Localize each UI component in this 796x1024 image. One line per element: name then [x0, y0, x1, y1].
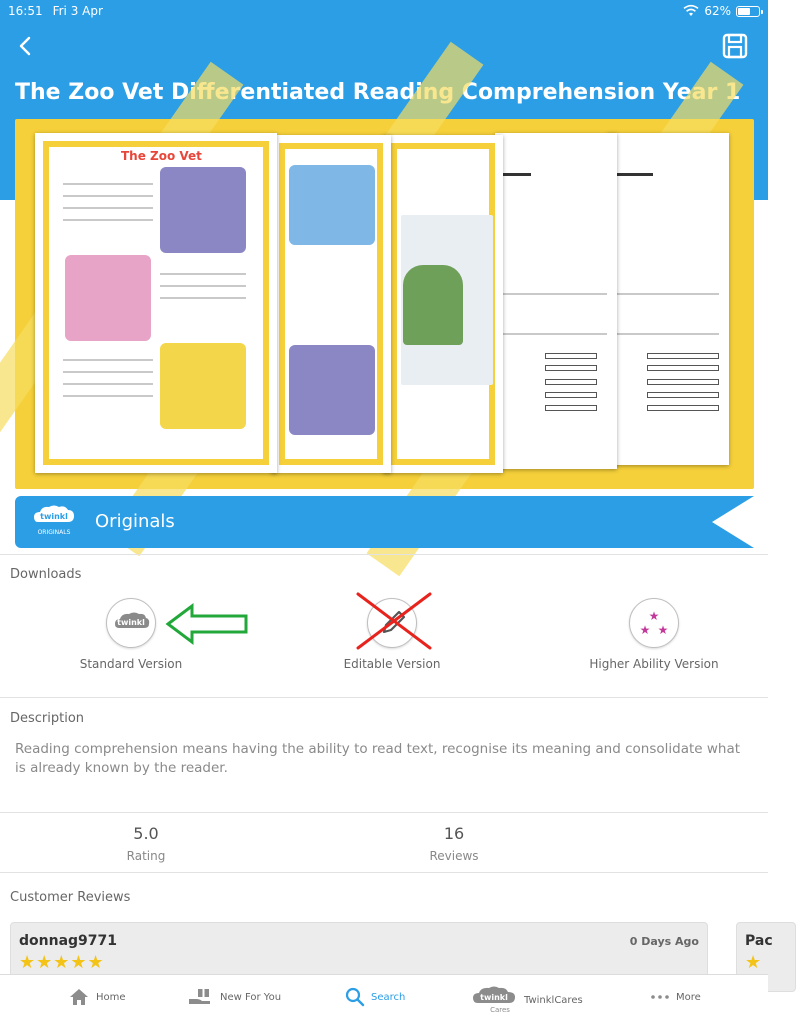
- tab-search-label: Search: [371, 991, 406, 1003]
- svg-text:★: ★: [639, 623, 651, 637]
- higher-ability-version-button[interactable]: [629, 598, 679, 648]
- twinkl-logo-text: twinkl: [117, 618, 145, 627]
- green-arrow-annotation: [166, 604, 250, 644]
- status-date: Fri 3 Apr: [52, 4, 103, 18]
- rating-value: 5.0: [133, 824, 159, 843]
- battery-icon: [736, 6, 760, 17]
- rating-label: Rating: [126, 849, 166, 863]
- tab-more[interactable]: [650, 987, 701, 1007]
- worksheet-page: [35, 133, 277, 473]
- svg-text:★: ★: [657, 623, 669, 637]
- tab-twinkl-cares[interactable]: [470, 985, 583, 1015]
- reviews-stat[interactable]: [394, 824, 514, 863]
- worksheet-title: The Zoo Vet: [121, 149, 202, 163]
- description-text: Reading comprehension means having the ability to read text, recognise its meaning and consolidate what is already known by the reader.: [15, 741, 741, 776]
- standard-version-label: Standard Version: [79, 657, 183, 671]
- tab-twinkl-cares-label: TwinklCares: [524, 994, 583, 1006]
- save-icon[interactable]: [722, 33, 748, 59]
- reviews-count: 16: [443, 824, 465, 843]
- wifi-icon: [683, 5, 699, 17]
- battery-percent: 62%: [704, 4, 731, 18]
- reviewer-name: donnag9771: [19, 933, 118, 949]
- divider: [0, 697, 768, 698]
- download-higher-ability-version[interactable]: [574, 598, 734, 671]
- tab-home-label: Home: [96, 991, 126, 1003]
- review-stars: ★: [745, 952, 763, 973]
- twinkl-originals-logo: [31, 504, 77, 540]
- back-button[interactable]: [14, 34, 38, 58]
- search-icon: [345, 987, 365, 1007]
- page-title: The Zoo Vet Differentiated Reading Comprehension Year 1: [15, 80, 741, 105]
- worksheet-page: [271, 135, 391, 473]
- resource-preview-image[interactable]: [15, 119, 754, 489]
- rating-stat: [86, 824, 206, 863]
- svg-text:★: ★: [648, 609, 660, 623]
- more-dots-icon: [650, 987, 670, 1007]
- worksheet-page: [607, 133, 729, 465]
- twinkl-logo-icon: [106, 598, 156, 648]
- status-bar: [0, 0, 768, 22]
- twinkl-originals-logo-top: twinkl: [40, 512, 68, 521]
- divider: [0, 872, 768, 873]
- tab-home[interactable]: [68, 987, 126, 1007]
- battery-fill: [738, 8, 750, 15]
- tab-bar: [0, 974, 768, 1024]
- worksheet-page: [383, 135, 503, 473]
- divider: [0, 554, 768, 555]
- tab-search[interactable]: [345, 987, 405, 1007]
- originals-label: Originals: [95, 511, 175, 532]
- home-icon: [68, 987, 90, 1007]
- status-time: 16:51: [8, 4, 43, 18]
- higher-ability-version-label: Higher Ability Version: [589, 657, 719, 671]
- review-date: 0 Days Ago: [629, 935, 699, 948]
- tab-new-for-you[interactable]: [188, 987, 281, 1007]
- tab-more-label: More: [676, 991, 701, 1003]
- twinkl-originals-logo-bottom: ORIGINALS: [37, 529, 71, 536]
- originals-banner: [15, 496, 754, 548]
- downloads-heading: Downloads: [10, 567, 82, 582]
- red-cross-annotation: [354, 590, 434, 652]
- three-stars-icon: [629, 598, 679, 648]
- review-stars: ★★★★★: [19, 952, 105, 973]
- customer-reviews-heading: Customer Reviews: [10, 890, 131, 905]
- twinkl-cares-logo-sub: Cares: [490, 1006, 510, 1014]
- tab-new-for-you-label: New For You: [220, 991, 282, 1003]
- divider: [0, 812, 768, 813]
- standard-version-button[interactable]: [106, 598, 156, 648]
- reviews-label: Reviews: [429, 849, 479, 863]
- editable-version-label: Editable Version: [343, 657, 441, 671]
- twinkl-cares-icon: [470, 985, 518, 1015]
- twinkl-cares-logo-text: twinkl: [480, 993, 508, 1002]
- gift-hand-icon: [188, 987, 214, 1007]
- description-heading: Description: [10, 711, 85, 726]
- reviewer-name: Pac: [745, 933, 773, 949]
- worksheet-page: [495, 133, 617, 469]
